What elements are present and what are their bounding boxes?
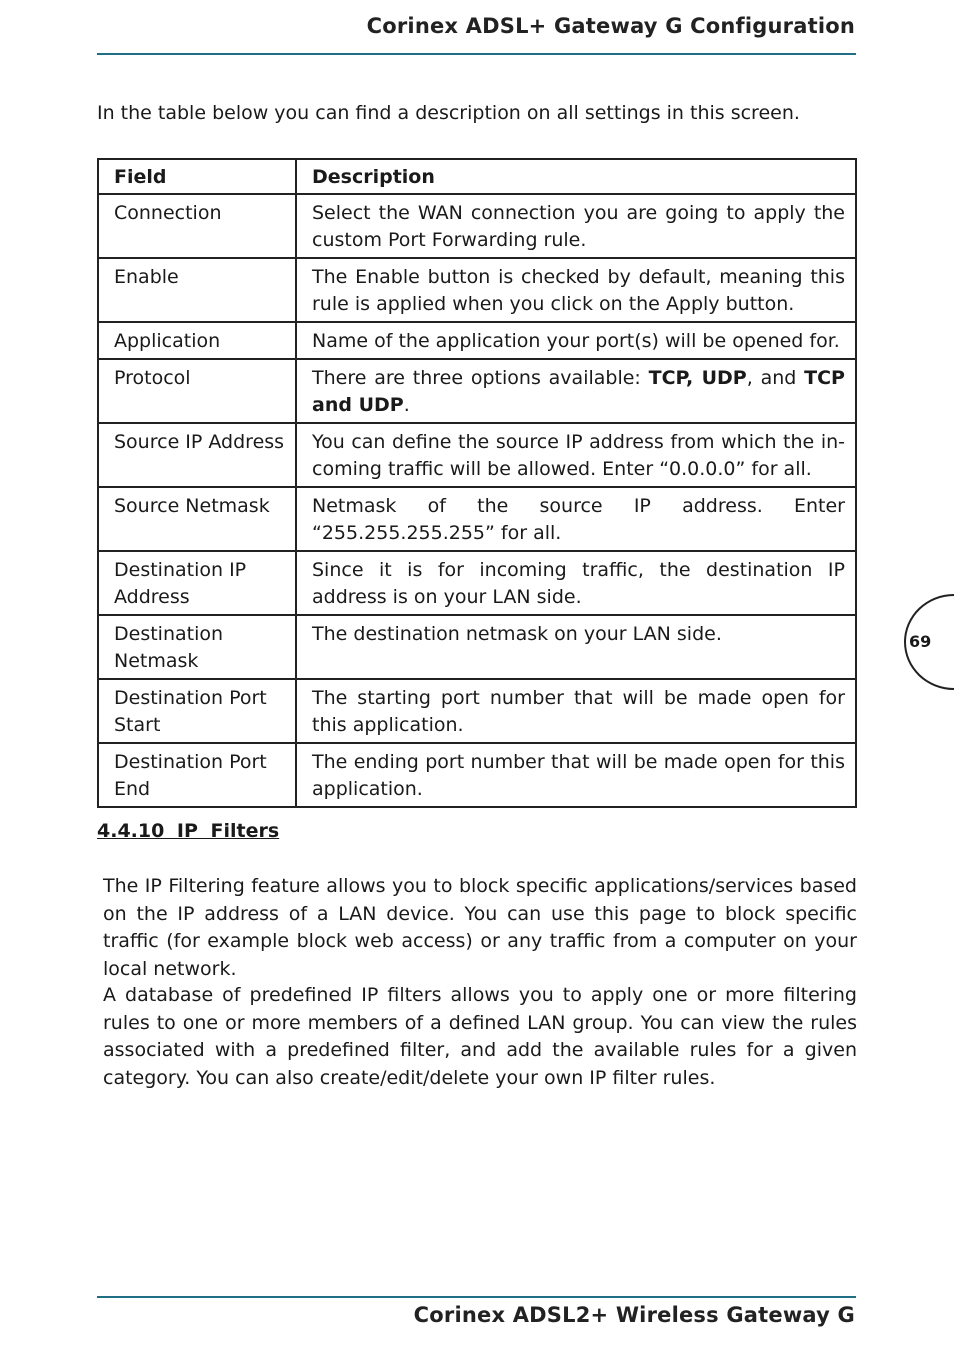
description-cell: The Enable button is checked by default, meaning this rule is applied when you click on the Apply button. — [296, 258, 856, 322]
description-cell: You can define the source IP address from which the in-coming traffic will be allowed. Enter “0.0.0.0” for all. — [296, 423, 856, 487]
field-cell: Source Netmask — [98, 487, 296, 551]
table-row — [98, 423, 856, 487]
header-description: Description — [296, 159, 856, 194]
protocol-option-bold: TCP, UDP — [648, 367, 747, 389]
footer-rule — [97, 1296, 856, 1298]
description-cell: The ending port number that will be made open for this application. — [296, 743, 856, 807]
table-row — [98, 258, 856, 322]
table-row — [98, 359, 856, 423]
description-cell — [296, 359, 856, 423]
field-cell: Enable — [98, 258, 296, 322]
description-cell: The starting port number that will be made open for this application. — [296, 679, 856, 743]
protocol-text: , and — [746, 367, 805, 389]
table-row — [98, 743, 856, 807]
field-cell: Source IP Address — [98, 423, 296, 487]
table-row — [98, 551, 856, 615]
description-cell: Select the WAN connection you are going to apply the custom Port Forwarding rule. — [296, 194, 856, 258]
settings-table — [97, 158, 857, 808]
table-row — [98, 615, 856, 679]
field-cell: Destination Netmask — [98, 615, 296, 679]
section-heading: 4.4.10 IP Filters — [97, 820, 280, 842]
protocol-option-bold: TCP and UDP — [312, 367, 845, 416]
running-header: Corinex ADSL+ Gateway G Configuration — [366, 14, 855, 38]
table-header-row — [98, 159, 856, 194]
running-footer: Corinex ADSL2+ Wireless Gateway G — [413, 1303, 855, 1327]
table-row — [98, 679, 856, 743]
description-cell: The destination netmask on your LAN side. — [296, 615, 856, 679]
table-row — [98, 487, 856, 551]
field-cell: Destination Port End — [98, 743, 296, 807]
page-number: 69 — [909, 632, 932, 651]
description-cell: Netmask of the source IP address. Enter “255.255.255.255” for all. — [296, 487, 856, 551]
field-cell: Destination IP Address — [98, 551, 296, 615]
paragraph: The IP Filtering feature allows you to block specific applications/services based on the IP address of a LAN device. You can use this page to block specific traffic (for example block web access) or any traffic from a computer on your local network. — [103, 875, 857, 980]
intro-text: In the table below you can find a description on all settings in this screen. — [97, 102, 800, 124]
table-row — [98, 194, 856, 258]
table-row — [98, 322, 856, 359]
field-cell: Connection — [98, 194, 296, 258]
field-cell: Application — [98, 322, 296, 359]
description-cell: Name of the application your port(s) will be opened for. — [296, 322, 856, 359]
protocol-text: There are three options available: — [312, 367, 649, 389]
header-rule — [97, 53, 856, 55]
header-field: Field — [98, 159, 296, 194]
description-cell: Since it is for incoming traffic, the destination IP address is on your LAN side. — [296, 551, 856, 615]
paragraph: A database of predefined IP filters allows you to apply one or more filtering rules to one or more members of a defined LAN group. You can view the rules associated with a predefined filter, and add the available rules for a given category. You can also create/edit/delete your own IP filter rules. — [103, 984, 857, 1089]
protocol-text: . — [403, 394, 410, 416]
field-cell: Destination Port Start — [98, 679, 296, 743]
field-cell: Protocol — [98, 359, 296, 423]
